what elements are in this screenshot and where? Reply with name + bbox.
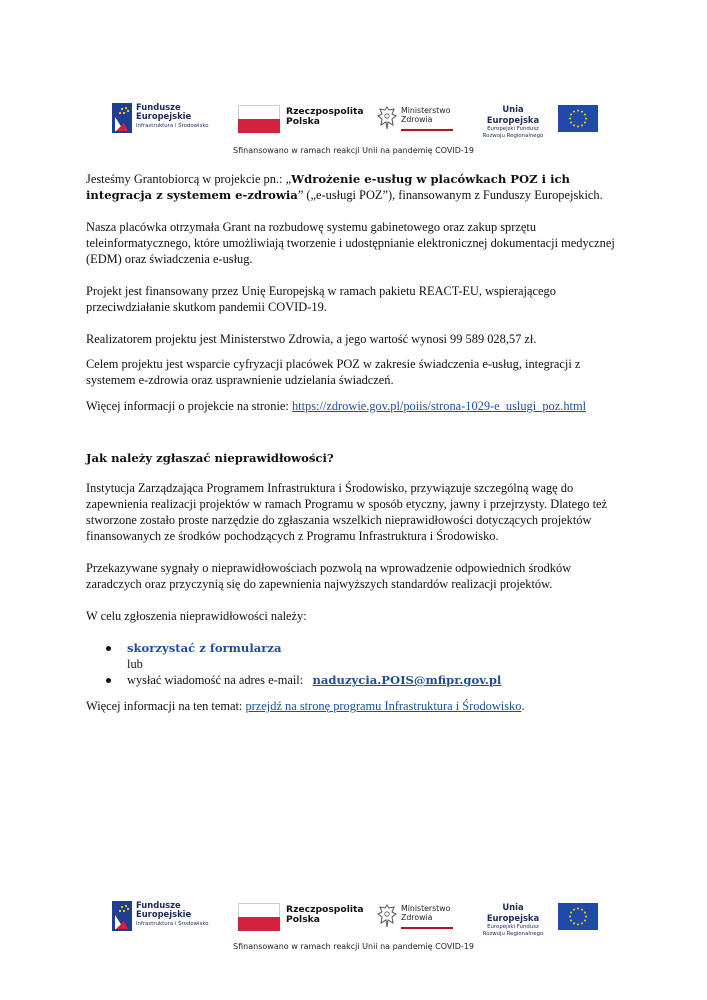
mz-line2: Zdrowia — [401, 115, 433, 124]
main-content — [86, 171, 626, 714]
bullet-icon — [106, 646, 111, 651]
ue-line3: Rozwoju Regionalnego — [482, 133, 544, 139]
fe-line2: Europejskie — [136, 909, 192, 919]
report-intro: W celu zgłoszenia nieprawidłowości należy: — [86, 609, 307, 623]
fe-line2: Europejskie — [136, 111, 192, 121]
polish-flag-icon — [238, 105, 280, 133]
fe-icon — [112, 101, 134, 135]
intro-text-end: ” („e-usługi POZ”), finansowanym z Funduszy Europejskich. — [297, 188, 603, 202]
mz-line1: Ministerstwo — [401, 904, 451, 913]
or-text: lub — [127, 657, 143, 671]
fundusze-europejskie-logo — [112, 101, 222, 135]
mz-line1: Ministerstwo — [401, 106, 451, 115]
eagle-icon — [376, 104, 398, 132]
program-info-end: . — [521, 699, 525, 713]
funding-paragraph: Projekt jest finansowany przez Unię Europejską w ramach pakietu REACT-EU, wspierającego przeciwdziałanie skutkom pandemii COVID-19. — [86, 284, 556, 314]
header-logo-bar — [112, 101, 598, 139]
signals-paragraph: Przekazywane sygnały o nieprawidłowościach pozwolą na wprowadzenie odpowiednich środków zaradczych oraz przyczynią się do zapewnienia najwyższych standardów realizacji projektów. — [86, 561, 572, 591]
ministerstwo-zdrowia-logo — [376, 899, 456, 933]
mz-line2: Zdrowia — [401, 913, 433, 922]
rp-line1: Rzeczpospolita — [286, 106, 364, 117]
rp-line2: Polska — [286, 116, 320, 127]
funded-caption-footer: Sfinansowano w ramach reakcji Unii na pandemię COVID-19 — [233, 942, 474, 951]
more-info-paragraph — [86, 398, 626, 414]
fe-icon — [112, 899, 134, 933]
fe-line1: Fundusze — [136, 102, 181, 112]
unia-europejska-logo — [478, 899, 598, 937]
ue-line2: Europejski Fundusz — [487, 924, 539, 930]
project-link[interactable]: https://zdrowie.gov.pl/poiis/strona-1029-e_uslugi_poz.html — [291, 399, 587, 413]
ue-line1: Unia Europejska — [486, 104, 540, 125]
list-item — [86, 672, 626, 688]
report-options-list — [86, 640, 626, 688]
intro-text-start: Jesteśmy Grantobiorcą w projekcie pn.: „ — [86, 172, 292, 186]
institution-paragraph: Instytucja Zarządzająca Programem Infrastruktura i Środowisko, przywiązuje szczególną wagę do zapewnienia realizacji projektów w ramach Programu w sposób etyczny, jawny i przejrzysty. Dlatego też stworzone zostało proste narzędzie do zgłaszania wszelkich nieprawidłowości dotyczących projektów finansowanych ze środków pochodzących z Programu Infrastruktura i Środowisko. — [86, 481, 608, 543]
polish-flag-icon — [238, 903, 280, 931]
value-paragraph: Realizatorem projektu jest Ministerstwo Zdrowia, a jego wartość wynosi 99 589 028,57 zł. — [86, 332, 537, 346]
intro-paragraph — [86, 171, 626, 203]
eagle-icon — [376, 902, 398, 930]
rzeczpospolita-logo — [238, 899, 368, 933]
fe-line1: Fundusze — [136, 900, 181, 910]
bullet-icon — [106, 678, 111, 683]
eu-flag-icon — [558, 903, 598, 930]
rp-line2: Polska — [286, 914, 320, 925]
ue-line2: Europejski Fundusz — [487, 126, 539, 132]
more-info-text: Więcej informacji o projekcie na stronie: — [86, 399, 292, 413]
program-info-paragraph — [86, 698, 626, 714]
fundusze-europejskie-logo — [112, 899, 222, 933]
project-title: Wdrożenie e-usług w placówkach POZ i ich integracja z systemem e-zdrowia — [86, 172, 570, 202]
mz-accent-line — [401, 927, 453, 929]
form-link[interactable]: skorzystać z formularza — [127, 641, 282, 655]
goal-paragraph: Celem projektu jest wsparcie cyfryzacji placówek POZ w zakresie świadczenia e-usług, integracji z systemem e-zdrowia oraz usprawnienie udzielania świadczeń. — [86, 357, 581, 387]
fe-line3: Infrastruktura i Środowisko — [136, 123, 209, 129]
ue-line1: Unia Europejska — [486, 902, 540, 923]
rp-line1: Rzeczpospolita — [286, 904, 364, 915]
section-heading: Jak należy zgłaszać nieprawidłowości? — [86, 451, 334, 465]
ue-line3: Rozwoju Regionalnego — [482, 931, 544, 937]
fe-line3: Infrastruktura i Środowisko — [136, 921, 209, 927]
funded-caption: Sfinansowano w ramach reakcji Unii na pandemię COVID-19 — [233, 146, 474, 155]
list-item — [86, 640, 626, 672]
rzeczpospolita-logo — [238, 101, 368, 135]
email-instruction: wysłać wiadomość na adres e-mail: — [127, 673, 304, 687]
eu-flag-icon — [558, 105, 598, 132]
program-info-text: Więcej informacji na ten temat: — [86, 699, 246, 713]
footer-logo-bar — [112, 899, 598, 937]
unia-europejska-logo — [478, 101, 598, 139]
email-link[interactable]: naduzycia.POIS@mfipr.gov.pl — [312, 673, 502, 687]
ministerstwo-zdrowia-logo — [376, 101, 456, 135]
grant-paragraph: Nasza placówka otrzymała Grant na rozbudowę systemu gabinetowego oraz zakup sprzętu teleinformatycznego, które umożliwiają tworzenie i udostępnianie elektronicznej dokumentacji medycznej (EDM) oraz świadczenia e-usług. — [86, 220, 615, 266]
program-link[interactable]: przejdź na stronę programu Infrastruktura i Środowisko — [245, 699, 522, 713]
mz-accent-line — [401, 129, 453, 131]
